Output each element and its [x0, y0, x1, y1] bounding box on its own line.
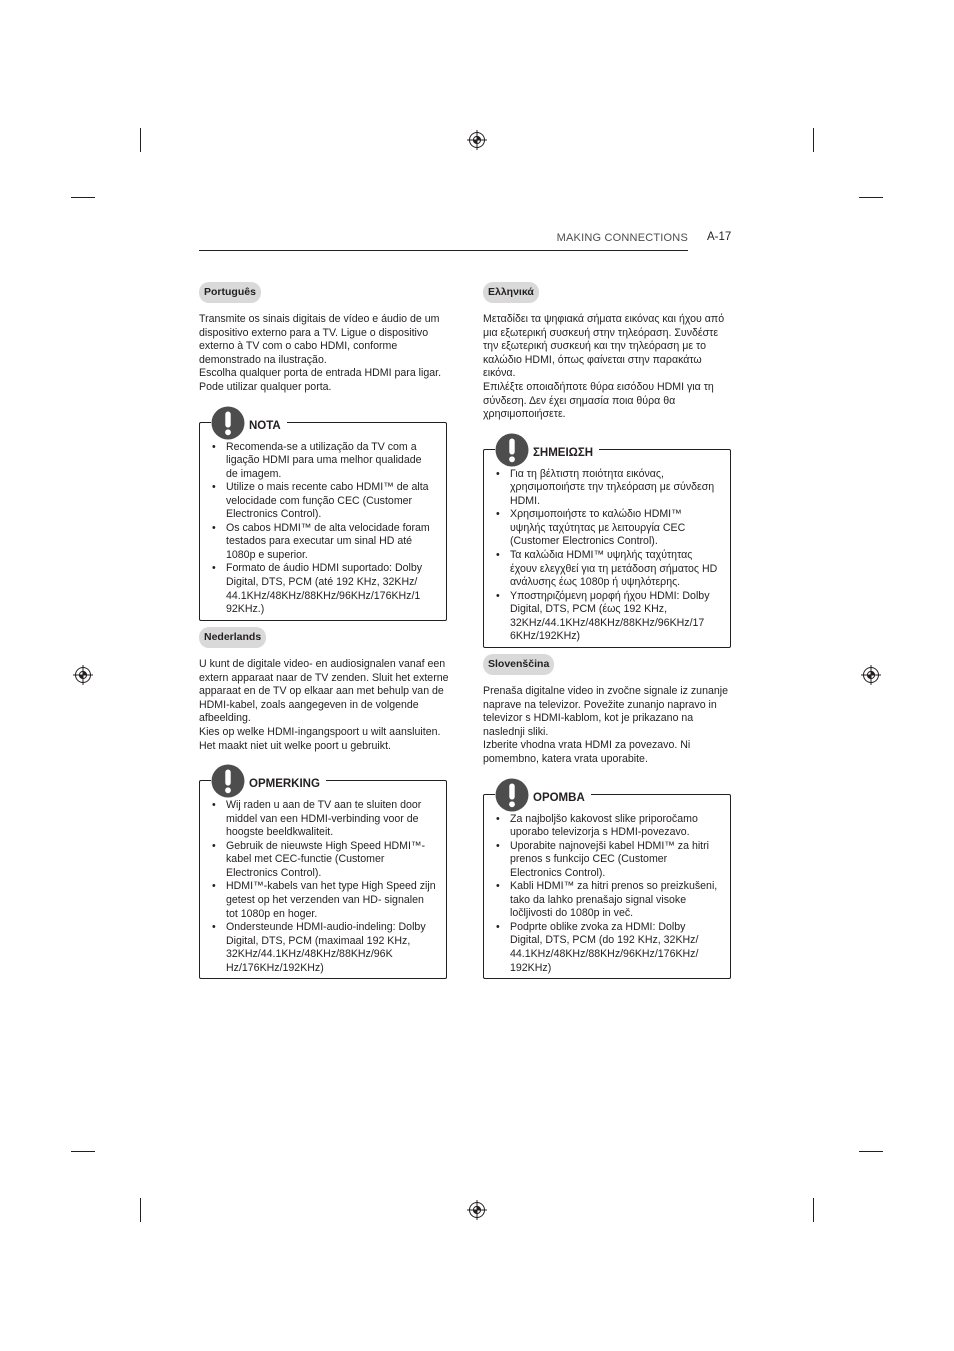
- section-body: [199, 313, 449, 395]
- registration-mark-icon: [73, 665, 93, 685]
- section-portuguese: [199, 282, 449, 621]
- section-slovenian: [483, 654, 733, 979]
- note-list: [496, 468, 720, 644]
- language-label: Ελληνικά: [483, 282, 539, 303]
- paragraph: Transmite os sinais digitais de vídeo e áudio de um dispositivo externo para a TV. Ligue o dispositivo externo à TV com o cabo HDMI, conforme demonstrado na ilustração.: [199, 313, 440, 366]
- list-item: • Kabli HDMI™ za hitri prenos so preizkušeni, tako da lahko prenašajo signal visoke ločljivosti do 1080p in več.: [496, 880, 720, 921]
- note-list: [212, 441, 436, 617]
- header-rule: [199, 250, 688, 251]
- paragraph: Μεταδίδει τα ψηφιακά σήματα εικόνας και ήχου από μια εξωτερική συσκευή στην τηλεόραση. Συνδέστε την εξωτερική συσκευή και την τηλεόραση με το καλώδιο HDMI, όπως φαίνεται στην παρακάτω εικόνα.: [483, 313, 725, 380]
- list-item: • Wij raden u aan de TV aan te sluiten door middel van een HDMI-verbinding voor de hoogste beeldkwaliteit.: [212, 799, 436, 840]
- note-list: [212, 799, 436, 975]
- exclamation-icon: [495, 433, 529, 467]
- paragraph: U kunt de digitale video- en audiosignalen vanaf een extern apparaat naar de TV zenden. Sluit het externe apparaat en de TV op elkaar aan met behulp van de HDMI-kabel, zoals aangegeven in de volgende afbeelding.: [199, 658, 449, 725]
- crop-mark: [140, 128, 141, 152]
- note-box: [483, 446, 731, 648]
- list-item: • Uporabite najnovejši kabel HDMI™ za hitri prenos s funkcijo CEC (Customer Electronics Control).: [496, 840, 720, 881]
- language-label: Português: [199, 282, 261, 303]
- list-item: • Ondersteunde HDMI-audio-indeling: Dolby Digital, DTS, PCM (maximaal 192 KHz, 32KHz/44.1KHz/48KHz/88KHz/96K Hz/176KHz/192KHz): [212, 921, 436, 975]
- note-header: [495, 778, 591, 812]
- section-dutch: [199, 627, 449, 979]
- list-item: • Utilize o mais recente cabo HDMI™ de alta velocidade com função CEC (Customer Electronics Control).: [212, 481, 436, 522]
- list-item: • Formato de áudio HDMI suportado: Dolby Digital, DTS, PCM (até 192 KHz, 32KHz/ 44.1KHz/48KHz/88KHz/96KHz/176KHz/1 92KHz.): [212, 562, 436, 616]
- section-title: MAKING CONNECTIONS: [556, 232, 688, 244]
- list-item: • Για τη βέλτιστη ποιότητα εικόνας, χρησιμοποιήστε την τηλεόραση με σύνδεση HDMI.: [496, 468, 720, 509]
- note-title: OPMERKING: [249, 778, 320, 791]
- list-item: • HDMI™-kabels van het type High Speed zijn getest op het verzenden van HD- signalen tot 1080p en hoger.: [212, 880, 436, 921]
- list-item: • Za najboljšo kakovost slike priporočamo uporabo televizorja s HDMI-povezavo.: [496, 813, 720, 840]
- registration-mark-icon: [467, 130, 487, 150]
- note-box: [199, 780, 447, 979]
- list-item: • Os cabos HDMI™ de alta velocidade foram testados para executar um sinal HD até 1080p e superior.: [212, 522, 436, 563]
- list-item: • Gebruik de nieuwste High Speed HDMI™-kabel met CEC-functie (Customer Electronics Control).: [212, 840, 436, 881]
- language-label: Slovenščina: [483, 654, 554, 675]
- registration-mark-icon: [861, 665, 881, 685]
- list-item: • Υποστηριζόμενη μορφή ήχου HDMI: Dolby Digital, DTS, PCM (έως 192 KHz, 32KHz/44.1KHz/48KHz/88KHz/96KHz/17 6KHz/192KHz): [496, 590, 720, 644]
- crop-mark: [813, 1198, 814, 1222]
- note-title: ΣΗΜΕΙΩΣΗ: [533, 446, 594, 459]
- paragraph: Kies op welke HDMI-ingangspoort u wilt aansluiten. Het maakt niet uit welke poort u gebruikt.: [199, 725, 441, 752]
- language-label: Nederlands: [199, 627, 266, 648]
- crop-mark: [71, 197, 95, 198]
- note-box: [483, 791, 731, 980]
- exclamation-icon: [211, 406, 245, 440]
- note-header: [211, 764, 326, 798]
- crop-mark: [140, 1198, 141, 1222]
- section-greek: [483, 282, 733, 648]
- note-header: [495, 433, 599, 467]
- paragraph: Επιλέξτε οποιαδήποτε θύρα εισόδου HDMI για τη σύνδεση. Δεν έχει σημασία ποια θύρα θα χρησιμοποιήσετε.: [483, 380, 714, 421]
- section-body: [483, 685, 733, 767]
- note-list: [496, 813, 720, 976]
- crop-mark: [71, 1151, 95, 1152]
- crop-mark: [813, 128, 814, 152]
- page-number: A-17: [707, 231, 732, 243]
- crop-mark: [859, 1151, 883, 1152]
- list-item: • Recomenda-se a utilização da TV com a ligação HDMI para uma melhor qualidade de imagem.: [212, 441, 436, 482]
- crop-mark: [859, 197, 883, 198]
- registration-mark-icon: [467, 1200, 487, 1220]
- paragraph: Escolha qualquer porta de entrada HDMI para ligar. Pode utilizar qualquer porta.: [199, 367, 442, 393]
- note-header: [211, 406, 287, 440]
- paragraph: Izberite vhodna vrata HDMI za povezavo. Ni pomembno, katera vrata uporabite.: [483, 739, 691, 765]
- paragraph: Prenaša digitalne video in zvočne signale iz zunanje naprave na televizor. Povežite zunanjo napravo in televizor s HDMI-kablom, kot je prikazano na naslednji sliki.: [483, 685, 728, 738]
- section-body: [199, 658, 449, 753]
- note-box: [199, 419, 447, 621]
- exclamation-icon: [495, 778, 529, 812]
- list-item: • Τα καλώδια HDMI™ υψηλής ταχύτητας έχουν ελεγχθεί για τη μετάδοση σήματος HD ανάλυσης έως 1080p ή υψηλότερης.: [496, 549, 720, 590]
- note-title: NOTA: [249, 419, 281, 432]
- list-item: • Χρησιμοποιήστε το καλώδιο HDMI™ υψηλής ταχύτητας με λειτουργία CEC (Customer Electronics Control).: [496, 508, 720, 549]
- section-body: [483, 313, 733, 422]
- list-item: • Podprte oblike zvoka za HDMI: Dolby Digital, DTS, PCM (do 192 KHz, 32KHz/ 44.1KHz/48KHz/88KHz/96KHz/176KHz/ 192KHz): [496, 921, 720, 975]
- note-title: OPOMBA: [533, 791, 585, 804]
- exclamation-icon: [211, 764, 245, 798]
